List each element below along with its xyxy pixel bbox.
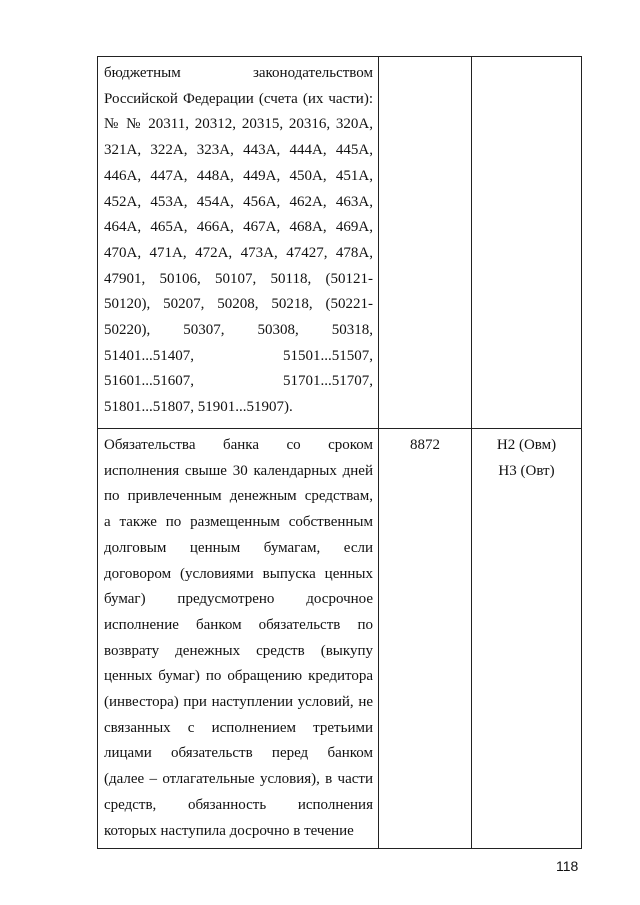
text-line: 321А, 322А, 323А, 443А, 444А, 445А, <box>104 142 373 159</box>
text-line: 50220), 50307, 50308, 50318, <box>104 322 373 339</box>
text-line: 51401...51407, 51501...51507, <box>104 347 373 364</box>
row1-code <box>379 57 471 61</box>
text-line: договором (условиями выпуска ценных <box>104 565 373 582</box>
text-line: Обязательства банка со сроком <box>104 437 373 453</box>
text-line: по привлеченным денежным средствам, <box>104 488 373 505</box>
norm-cell <box>472 429 582 849</box>
text-line: исполнение банком обязательств по <box>104 616 373 633</box>
text-line: 470А, 471А, 472А, 473А, 47427, 478А, <box>104 244 373 261</box>
text-line: 47901, 50106, 50107, 50118, (50121- <box>104 270 373 287</box>
text-line: 464А, 465А, 466А, 467А, 468А, 469А, <box>104 219 373 236</box>
text-line: которых наступила досрочно в течение <box>104 822 354 839</box>
text-line: ценных бумаг) по обращению кредитора <box>104 668 373 685</box>
row1-text <box>98 57 378 421</box>
description-cell <box>98 429 379 849</box>
code-cell <box>379 429 472 849</box>
text-line: бюджетным законодательством <box>104 65 373 81</box>
row2-code: 8872 <box>410 437 440 453</box>
text-line: 51601...51607, 51701...51707, <box>104 373 373 390</box>
text-line: исполнения свыше 30 календарных дней <box>104 462 373 479</box>
text-line: 50120), 50207, 50208, 50218, (50221- <box>104 296 373 313</box>
text-line: лицами обязательств перед банком <box>104 745 373 762</box>
accounts-table <box>97 56 582 849</box>
text-line: Российской Федерации (счета (их части): <box>104 90 373 107</box>
text-line: возврату денежных средств (выкупу <box>104 642 373 659</box>
text-line: связанных с исполнением третьими <box>104 719 373 736</box>
norm-h3: Н3 (Овт) <box>498 462 555 479</box>
text-line: № № 20311, 20312, 20315, 20316, 320А, <box>104 116 373 133</box>
text-line: средств, обязанность исполнения <box>104 796 373 813</box>
row1-norm <box>472 57 581 61</box>
table-row <box>98 57 582 429</box>
row2-norm <box>472 429 581 484</box>
text-line: бумаг) предусмотрено досрочное <box>104 591 373 608</box>
description-cell <box>98 57 379 429</box>
code-cell <box>379 57 472 429</box>
text-line: долговым ценным бумагам, если <box>104 539 373 556</box>
text-line: а также по размещенным собственным <box>104 514 373 531</box>
row2-text <box>98 429 378 844</box>
text-line: (инвестора) при наступлении условий, не <box>104 694 373 711</box>
page-number: 118 <box>556 858 579 874</box>
table-row <box>98 429 582 849</box>
text-line: 452А, 453А, 454А, 456А, 462А, 463А, <box>104 193 373 210</box>
norm-cell <box>472 57 582 429</box>
text-line: 51801...51807, 51901...51907). <box>104 399 293 416</box>
text-line: (далее – отлагательные условия), в части <box>104 771 373 788</box>
text-line: 446А, 447А, 448А, 449А, 450А, 451А, <box>104 167 373 184</box>
norm-h2: Н2 (Овм) <box>496 437 557 453</box>
